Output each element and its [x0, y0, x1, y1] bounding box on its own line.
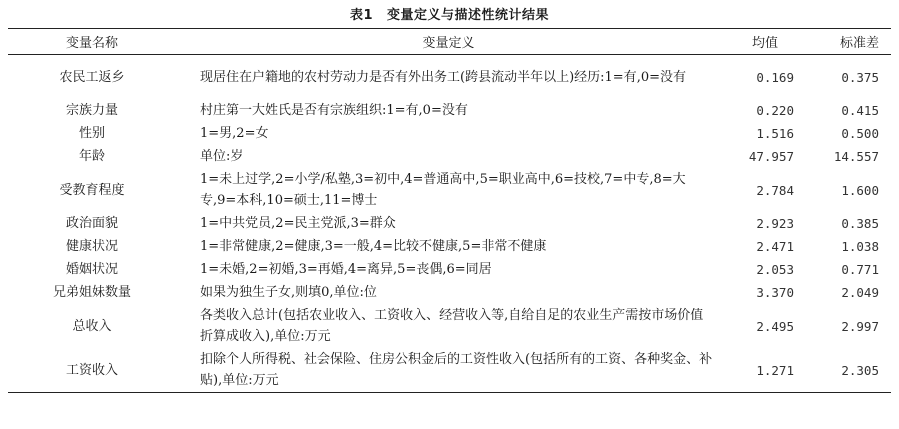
- header-variable-name: 变量名称: [8, 29, 176, 55]
- header-std: 标准差: [806, 29, 891, 55]
- std-value: 2.305: [806, 348, 891, 393]
- table-row: [8, 122, 891, 145]
- mean-value: 3.370: [756, 285, 794, 300]
- table-row: [8, 99, 891, 122]
- table-number: 表1: [349, 8, 374, 23]
- std-value: 1.038: [841, 239, 879, 254]
- header-definition: 变量定义: [176, 29, 721, 55]
- variable-definition: 1=未婚,2=初婚,3=再婚,4=离异,5=丧偶,6=同居: [200, 262, 492, 277]
- variable-name: 总收入: [72, 318, 112, 334]
- std-value: 0.375: [841, 69, 879, 85]
- std-value: 2.997: [841, 318, 879, 334]
- variable-definition: 各类收入总计(包括农业收入、工资收入、经营收入等,自给自足的农业生产需按市场价值折算成收入),单位:万元: [200, 308, 704, 344]
- mean-value: 2.923: [756, 216, 794, 231]
- table-row: [8, 55, 891, 100]
- table-row: [8, 348, 891, 393]
- variable-definition: 如果为独生子女,则填0,单位:位: [200, 285, 377, 300]
- std-value: 2.049: [841, 285, 879, 300]
- std-value: 0.500: [841, 126, 879, 141]
- table-row: [8, 145, 891, 168]
- table-title: 变量定义与描述性统计结果: [387, 8, 550, 23]
- table-caption: [0, 4, 899, 23]
- variable-name: 性别: [78, 126, 105, 141]
- table-row: [8, 235, 891, 258]
- variable-definition: 1=未上过学,2=小学/私塾,3=初中,4=普通高中,5=职业高中,6=技校,7=中专,8=大专,9=本科,10=硕士,11=博士: [200, 172, 686, 208]
- mean-value: 2.471: [756, 239, 794, 254]
- variable-name: 政治面貌: [65, 216, 118, 231]
- variable-name: 兄弟姐妹数量: [52, 285, 131, 300]
- table-row: [8, 304, 891, 348]
- variable-definition: 1=男,2=女: [200, 126, 269, 141]
- table-row: [8, 258, 891, 281]
- mean-value: 0.169: [756, 69, 794, 85]
- variable-name: 健康状况: [65, 239, 118, 254]
- variable-definition: 1=非常健康,2=健康,3=一般,4=比较不健康,5=非常不健康: [200, 239, 547, 254]
- table-row: [8, 281, 891, 304]
- variable-name: 年龄: [78, 149, 105, 164]
- header-row: [8, 29, 891, 55]
- statistics-table: [8, 28, 891, 393]
- std-value: 1.600: [841, 182, 879, 198]
- table-row: [8, 212, 891, 235]
- variable-name: 宗族力量: [65, 103, 118, 118]
- std-value: 14.557: [833, 149, 879, 164]
- variable-name: 受教育程度: [59, 182, 125, 198]
- variable-definition: 1=中共党员,2=民主党派,3=群众: [200, 216, 396, 231]
- table-row: [8, 168, 891, 212]
- variable-name: 农民工返乡: [59, 69, 125, 85]
- mean-value: 0.220: [756, 103, 794, 118]
- variable-name: 婚姻状况: [65, 262, 118, 277]
- mean-value: 47.957: [748, 149, 794, 164]
- variable-definition: 现居住在户籍地的农村劳动力是否有外出务工(跨县流动半年以上)经历:1=有,0=没有: [200, 69, 686, 85]
- std-value: 0.415: [841, 103, 879, 118]
- std-value: 0.771: [841, 262, 879, 277]
- mean-value: 1.271: [721, 348, 806, 393]
- variable-definition: 单位:岁: [200, 149, 244, 164]
- header-mean: 均值: [721, 29, 806, 55]
- variable-name: 工资收入: [8, 348, 176, 393]
- mean-value: 1.516: [756, 126, 794, 141]
- variable-definition: 扣除个人所得税、社会保险、住房公积金后的工资性收入(包括所有的工资、各种奖金、补贴),单位:万元: [176, 348, 721, 393]
- std-value: 0.385: [841, 216, 879, 231]
- mean-value: 2.495: [756, 318, 794, 334]
- mean-value: 2.053: [756, 262, 794, 277]
- mean-value: 2.784: [756, 182, 794, 198]
- variable-definition: 村庄第一大姓氏是否有宗族组织:1=有,0=没有: [200, 103, 468, 118]
